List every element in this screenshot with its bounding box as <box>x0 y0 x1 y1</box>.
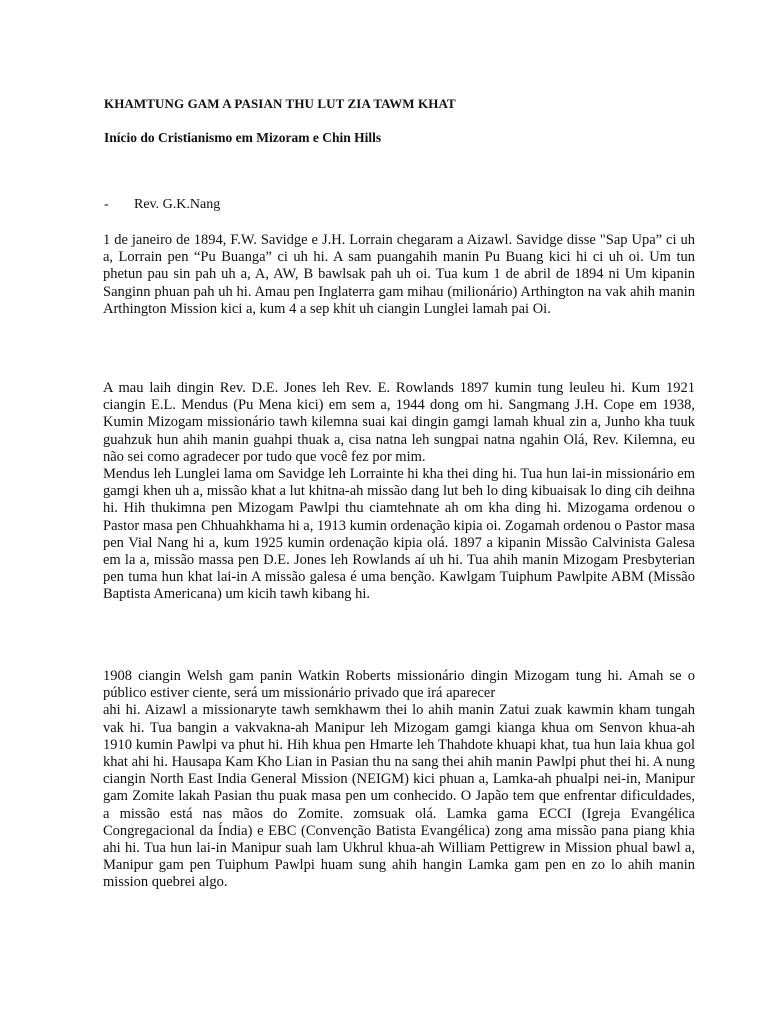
author-line <box>104 197 220 213</box>
paragraph-2: A mau laih dingin Rev. D.E. Jones leh Rev. E. Rowlands 1897 kumin tung leuleu hi. Kum 1921 ciangin E.L. Mendus (Pu Mena kici) em sem a, 1944 dong om hi. Sangmang J.H. Cope em 1938, Kumin Mizogam missionário tawh kilemna suai kai dingin gamgi lamah khual zin a, Junho kha tuuk guahzuk hun ahih manin guahpi thuak a, cisa natna leh sungpai natna ngahin Olá, Rev. Kilemna, eu não sei como agradecer por tudo que você fez por mim. Mendus leh Lunglei lama om Savidge leh Lorrainte hi kha thei ding hi. Tua hun lai-in missionário em gamgi khen uh a, missão khat a lut khitna-ah missão dang lut beh lo ding kibuaisak lo ding cih deihna hi. Hih thukimna pen Mizogam Pawlpi thu ciamtehnate ah om kha ding hi. Mizogama ordenou o Pastor masa pen Chhuahkhama hi a, 1913 kumin ordenação kipia oi. Zogamah ordenou o Pastor masa pen Vial Nang hi a, kum 1925 kumin ordenação kipia olá. 1897 a kipanin Missão Calvinista Galesa em la a, missão massa pen D.E. Jones leh Rowlands aí uh hi. Tua ahih manin Mizogam Presbyterian pen tuma hun khat lai-in A missão galesa é uma benção. Kawlgam Tuiphum Pawlpite ABM (Missão Baptista Americana) um kicih tawh kibang hi. <box>103 380 695 603</box>
document-subtitle: Início do Cristianismo em Mizoram e Chin Hills <box>104 130 382 145</box>
document-title: KHAMTUNG GAM A PASIAN THU LUT ZIA TAWM KHAT <box>104 96 456 111</box>
author-dash: - <box>104 197 109 212</box>
paragraph-1: 1 de janeiro de 1894, F.W. Savidge e J.H. Lorrain chegaram a Aizawl. Savidge disse "Sap Upa” ci uh a, Lorrain pen “Pu Buanga” ci uh hi. A sam puangahih manin Pu Buang kici hi ci uh oi. Um tun phetun pau sin pah uh a, A, AW, B bawlsak pah uh oi. Tua kum 1 de abril de 1894 ni Um kipanin Sanginn phuan pah uh hi. Amau pen Inglaterra gam mihau (milionário) Arthington na vak ahih manin Arthington Mission kici a, kum 4 a sep khit uh ciangin Lunglei lamah pai Oi. <box>103 232 695 317</box>
author-name: Rev. G.K.Nang <box>134 197 221 212</box>
paragraph-3: 1908 ciangin Welsh gam panin Watkin Roberts missionário dingin Mizogam tung hi. Amah se o público estiver ciente, será um missionário privado que irá aparecer ahi hi. Aizawl a missionaryte tawh semkhawm thei lo ahih manin Zatui zuak kawmin kham tungah vak hi. Tua bangin a vakvakna-ah Manipur leh Mizogam gamgi kianga khua om Senvon khua-ah 1910 kumin Pawlpi va phut hi. Hih khua pen Hmarte leh Thahdote khuapi khat, tua hun laia khua gol khat ahi hi. Hausapa Kam Kho Lian in Pasian thu na sang thei ahih manin Pawlpi phut thei hi. A nung ciangin North East India General Mission (NEIGM) kici phuan a, Lamka-ah phualpi nei-in, Manipur gam Zomite lakah Pasian thu puak masa pen um conhecido. O Japão tem que enfrentar dificuldades, a missão está nas mãos do Zomite. zomsuak olá. Lamka gama ECCI (Igreja Evangélica Congregacional da Índia) e EBC (Convenção Batista Evangélica) zong ama missão pana piang khia ahi hi. Tua hun lai-in Manipur suah lam Ukhrul khua-ah William Pettigrew in Mission phual bawl a, Manipur gam pen Tuiphum Pawlpi huam sung ahih hangin Lamka gam pen en zo lo ahih manin mission quebrei algo. <box>103 668 695 891</box>
